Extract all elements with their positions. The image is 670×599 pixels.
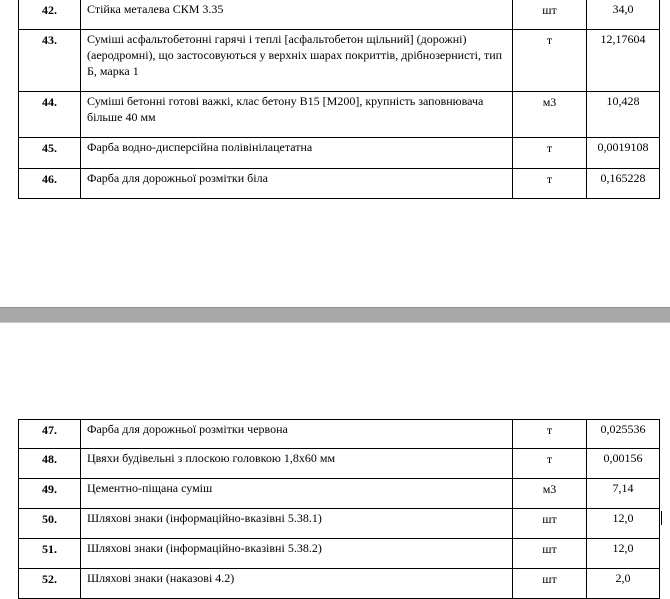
unit-of-measure: т <box>513 30 587 92</box>
table-row <box>19 569 660 599</box>
materials-table-top <box>18 0 660 199</box>
table-row <box>19 420 660 449</box>
material-name: Цементно-піщана суміш <box>81 479 513 509</box>
material-name: Фарба для дорожньої розмітки біла <box>81 169 513 199</box>
text-cursor <box>661 511 662 525</box>
unit-of-measure: м3 <box>513 92 587 138</box>
row-number: 45. <box>19 138 81 169</box>
row-number: 47. <box>19 420 81 449</box>
quantity: 2,0 <box>587 569 660 599</box>
table-row <box>19 169 660 199</box>
row-number: 51. <box>19 539 81 569</box>
material-name: Шляхові знаки (інформаційно-вказівні 5.38.2) <box>81 539 513 569</box>
quantity: 34,0 <box>587 0 660 30</box>
quantity: 12,0 <box>587 539 660 569</box>
quantity: 10,428 <box>587 92 660 138</box>
row-number: 43. <box>19 30 81 92</box>
row-number: 44. <box>19 92 81 138</box>
row-number: 46. <box>19 169 81 199</box>
quantity: 0,025536 <box>587 420 660 449</box>
row-number: 52. <box>19 569 81 599</box>
material-name: Фарба для дорожньої розмітки червона <box>81 420 513 449</box>
material-name: Шляхові знаки (наказові 4.2) <box>81 569 513 599</box>
material-name: Суміші бетонні готові важкі, клас бетону В15 [М200], крупність заповнювача більше 40 мм <box>81 92 513 138</box>
table-row <box>19 539 660 569</box>
unit-of-measure: шт <box>513 509 587 539</box>
materials-table-bottom <box>18 419 660 599</box>
material-name: Суміші асфальтобетонні гарячі і теплі [асфальтобетон щільний] (дорожні)(аеродромні), що застосовуються у верхніх шарах покриттів, дрібнозернисті, тип Б, марка 1 <box>81 30 513 92</box>
quantity: 0,165228 <box>587 169 660 199</box>
unit-of-measure: т <box>513 449 587 479</box>
material-name: Цвяхи будівельні з плоскою головкою 1,8х60 мм <box>81 449 513 479</box>
quantity: 0,0019108 <box>587 138 660 169</box>
unit-of-measure: т <box>513 420 587 449</box>
quantity: 7,14 <box>587 479 660 509</box>
material-name: Стійка металева СКМ 3.35 <box>81 0 513 30</box>
table-row <box>19 509 660 539</box>
row-number: 48. <box>19 449 81 479</box>
material-name: Шляхові знаки (інформаційно-вказівні 5.38.1) <box>81 509 513 539</box>
unit-of-measure: шт <box>513 539 587 569</box>
unit-of-measure: м3 <box>513 479 587 509</box>
quantity: 0,00156 <box>587 449 660 479</box>
table-row <box>19 30 660 92</box>
page-break-separator <box>0 307 670 323</box>
table-row <box>19 479 660 509</box>
table-row <box>19 449 660 479</box>
unit-of-measure: шт <box>513 0 587 30</box>
row-number: 49. <box>19 479 81 509</box>
table-row <box>19 92 660 138</box>
unit-of-measure: т <box>513 138 587 169</box>
table-row <box>19 0 660 30</box>
quantity: 12,17604 <box>587 30 660 92</box>
document-page-bottom <box>0 323 670 596</box>
row-number: 50. <box>19 509 81 539</box>
material-name: Фарба водно-дисперсійна полівінілацетатна <box>81 138 513 169</box>
unit-of-measure: т <box>513 169 587 199</box>
unit-of-measure: шт <box>513 569 587 599</box>
quantity: 12,0 <box>587 509 660 539</box>
table-row <box>19 138 660 169</box>
row-number: 42. <box>19 0 81 30</box>
